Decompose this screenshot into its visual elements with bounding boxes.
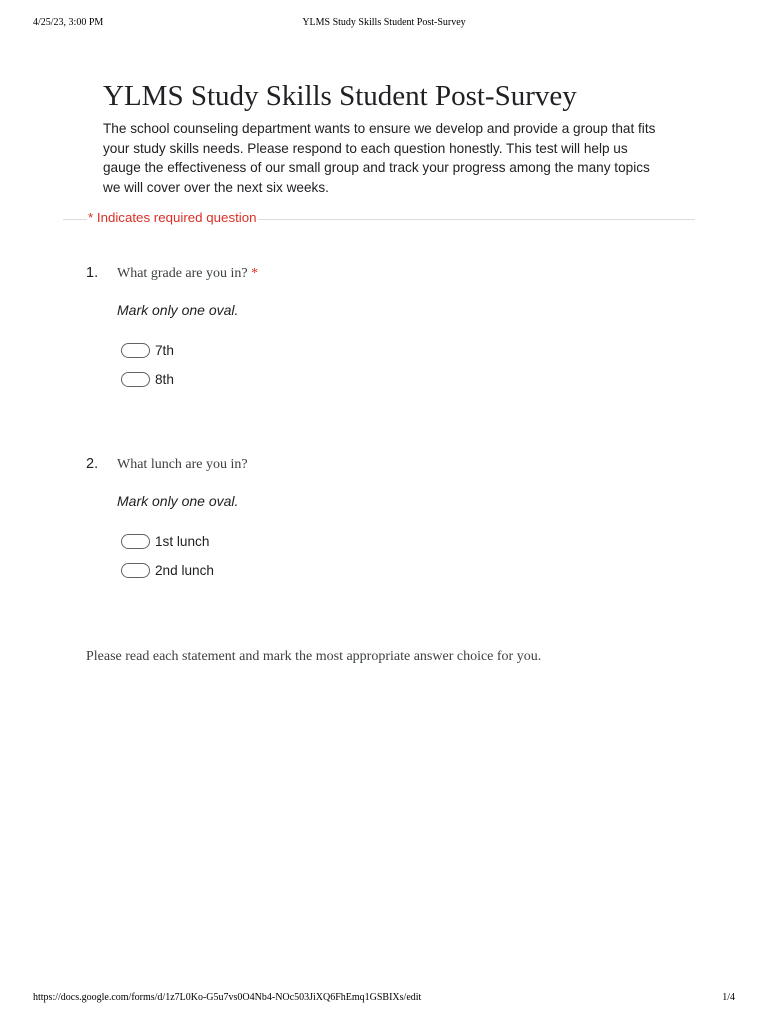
question-text <box>117 457 248 473</box>
print-header-title: YLMS Study Skills Student Post-Survey <box>302 17 466 28</box>
question-number: 2. <box>86 456 99 472</box>
option-label: 1st lunch <box>155 533 210 549</box>
form-description-line: The school counseling department wants to ensure we develop and provide a group that fits <box>103 121 656 136</box>
print-datetime: 4/25/23, 3:00 PM <box>33 17 104 28</box>
section-description: Please read each statement and mark the most appropriate answer choice for you. <box>86 649 542 664</box>
option-label: 2nd lunch <box>155 562 214 578</box>
question-label: What lunch are you in? <box>117 457 248 472</box>
form-title: YLMS Study Skills Student Post-Survey <box>103 80 577 112</box>
radio-oval[interactable] <box>121 372 150 387</box>
option-label: 8th <box>155 371 174 387</box>
option-label: 7th <box>155 342 174 358</box>
question-text <box>117 266 258 282</box>
radio-oval[interactable] <box>121 563 150 578</box>
print-footer-url: https://docs.google.com/forms/d/1z7L0Ko-G5u7vs0O4Nb4-NOc503JiXQ6FhEmq1GSBIXs/edit <box>33 992 422 1003</box>
question-label: What grade are you in? <box>117 266 248 281</box>
radio-oval[interactable] <box>121 343 150 358</box>
form-description-line: your study skills needs. Please respond to each question honestly. This test will help us <box>103 140 628 156</box>
required-asterisk: * <box>247 266 259 281</box>
option-2nd-lunch[interactable] <box>121 561 214 579</box>
option-7th[interactable] <box>121 341 174 359</box>
question-instruction: Mark only one oval. <box>117 493 239 509</box>
option-8th[interactable] <box>121 370 174 388</box>
radio-oval[interactable] <box>121 534 150 549</box>
form-description-line: we will cover over the next six weeks. <box>103 179 329 195</box>
print-page-number: 1/4 <box>722 992 735 1003</box>
question-number: 1. <box>86 265 99 281</box>
form-description <box>103 119 678 197</box>
option-1st-lunch[interactable] <box>121 532 209 550</box>
question-instruction: Mark only one oval. <box>117 302 239 318</box>
required-question-note: * Indicates required question <box>88 210 257 225</box>
form-description-line: gauge the effectiveness of our small group and track your progress among the many topics <box>103 160 650 175</box>
